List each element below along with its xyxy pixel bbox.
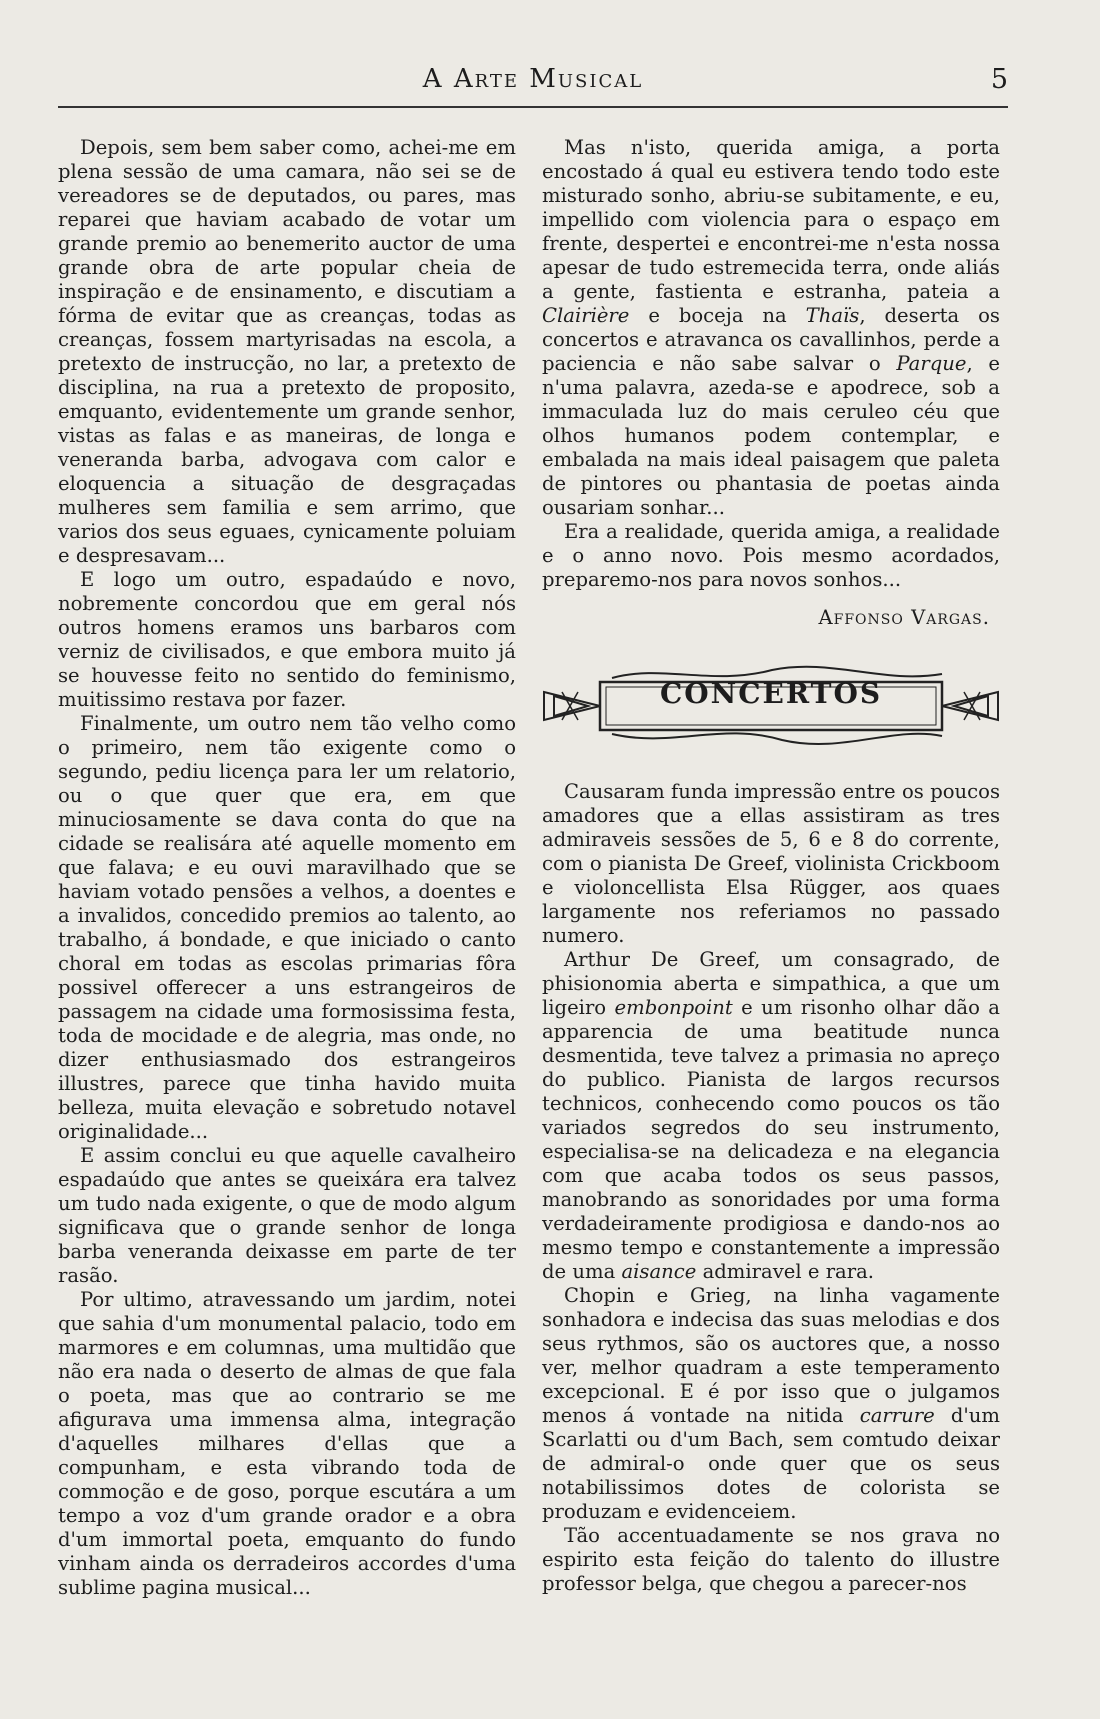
text-run: Chopin e Grieg, na linha vagamente sonhadora e indecisa das suas melodias e dos seus rythmos, são os auctores que, a nosso ver, melhor quadram a este temperamento excepcional. E é por isso que o julgamos menos á vontade na nitida [542,1284,1000,1427]
paragraph: Tão accentuadamente se nos grava no espirito esta feição do talento do illustre professor belga, que chegou a parecer-nos [542,1524,1000,1595]
header-rule [58,106,1008,108]
italic-word: aisance [621,1260,697,1283]
italic-title: Clairière [542,304,630,327]
paragraph [542,948,1000,1284]
paragraph: Finalmente, um outro nem tão velho como o primeiro, nem tão exigente como o segundo, pediu licença para ler um relatorio, ou o que quer que era, em que minuciosamente se dava conta do que na cidade se realisára até aquelle momento em que falava; e eu ouvi maravilhado que se haviam votado pensões a velhos, a doentes e a invalidos, concedido premios ao talento, ao trabalho, á bondade, e que iniciado o canto choral em todas as escolas primarias fôra possivel offerecer a uns estrangeiros de passagem na cidade uma formosissima festa, toda de mocidade e de alegria, mas onde, no dizer enthusiasmado dos estrangeiros illustres, parece que tinha havido muita belleza, muita elevação e sobretudo notavel originalidade... [58,712,516,1143]
paragraph: E logo um outro, espadaúdo e novo, nobremente concordou que em geral nós outros homens eramos uns barbaros com verniz de civilisados, e que embora muito já se houvesse feito no sentido do feminismo, muitissimo restava por fazer. [58,568,516,711]
text-run: e um risonho olhar dão a apparencia de uma beatitude nunca desmentida, teve talvez a primasia no apreço do publico. Pianista de largos recursos technicos, conhecendo como poucos os tão variados segredos do seu instrumento, especialisa-se na delicadeza e na elegancia com que acaba todos os seus passos, manobrando as sonoridades por uma forma verdadeiramente prodigiosa e dando-nos ao mesmo tempo e constantemente a impressão de uma [542,996,1000,1283]
section-title: CONCERTOS [659,677,883,710]
right-column [542,136,1000,1596]
text-run: , deserta os concertos e atravanca os cavallinhos, perde a paciencia e não sabe salvar o [542,304,1000,375]
italic-title: Thaïs [805,304,860,327]
text-run: e boceja na [629,304,806,327]
text-run: Mas n'isto, querida amiga, a porta encostado á qual eu estivera tendo todo este misturado sonho, abriu-se subitamente, e eu, impellido com violencia para o espaço em frente, despertei e encontrei-me n'esta nossa apesar de tudo estremecida terra, onde aliás a gente, fastienta e estranha, pateia a [542,136,1000,303]
italic-word: embonpoint [614,996,733,1019]
page-header [58,64,1008,98]
paragraph: Depois, sem bem saber como, achei-me em plena sessão de uma camara, não sei se de vereadores se de deputados, ou pares, mas reparei que haviam acabado de votar um grande premio ao benemerito auctor de uma grande obra de arte popular cheia de inspiração e de ensinamento, e discutiam a fórma de evitar que as creanças, todas as creanças, fossem martyrisadas na escola, a pretexto de instrucção, no lar, a pretexto de disciplina, na rua a pretexto de proposito, emquanto, evidentemente um grande senhor, vistas as falas e as maneiras, de longa e veneranda barba, advogava com calor e eloquencia a situação de desgraçadas mulheres sem familia e sem arrimo, que varios dos seus eguaes, cynicamente poluiam e despresavam... [58,136,516,567]
paragraph: Por ultimo, atravessando um jardim, notei que sahia d'um monumental palacio, todo em marmores e em columnas, uma multidão que não era nada o deserto de almas de que fala o poeta, mas que ao contrario se me afigurava uma immensa alma, integração d'aquelles milhares d'ellas que a compunham, e esta vibrando toda de commoção e de goso, porque escutára a um tempo a voz d'um grande orador e a obra d'um immortal poeta, emquanto do fundo vinham ainda os derradeiros accordes d'uma sublime pagina musical... [58,1288,516,1599]
paragraph [542,136,1000,520]
page-number: 5 [990,64,1008,95]
paragraph: Era a realidade, querida amiga, a realidade e o anno novo. Pois mesmo acordados, preparemo-nos para novos sonhos... [542,520,1000,591]
text-run: Arthur De Greef, um consagrado, de phisionomia aberta e simpathica, a que um ligeiro [542,948,1000,1019]
text-run: , e n'uma palavra, azeda-se e apodrece, sob a immaculada luz do mais ceruleo céu que olhos humanos podem contemplar, e embalada na mais ideal paisagem que paleta de pintores ou phantasia de poetas ainda ousariam sonhar... [542,352,1000,519]
paragraph: Causaram funda impressão entre os poucos amadores que a ellas assistiram as tres admiraveis sessões de 5, 6 e 8 do corrente, com o pianista De Greef, violinista Crickboom e violoncellista Elsa Rügger, aos quaes largamente nos referiamos no passado numero. [542,780,1000,947]
italic-title: Parque [896,352,967,375]
section-banner [542,656,1000,752]
text-run: admiravel e rara. [696,1260,875,1283]
text-run: d'um Scarlatti ou d'um Bach, sem comtudo deixar de admiral-o onde quer que os seus notabilissimos dotes de colorista se produzam e evidenceiem. [542,1404,1000,1523]
page-title: A Arte Musical [422,64,644,94]
author-signature: Affonso Vargas. [818,606,990,629]
paragraph: E assim conclui eu que aquelle cavalheiro espadaúdo que antes se queixára era talvez um tudo nada exigente, o que de modo algum significava que o grande senhor de longa barba veneranda deixasse em parte de ter rasão. [58,1144,516,1287]
paragraph [542,1284,1000,1524]
left-column [58,136,516,1600]
italic-word: carrure [859,1404,935,1427]
